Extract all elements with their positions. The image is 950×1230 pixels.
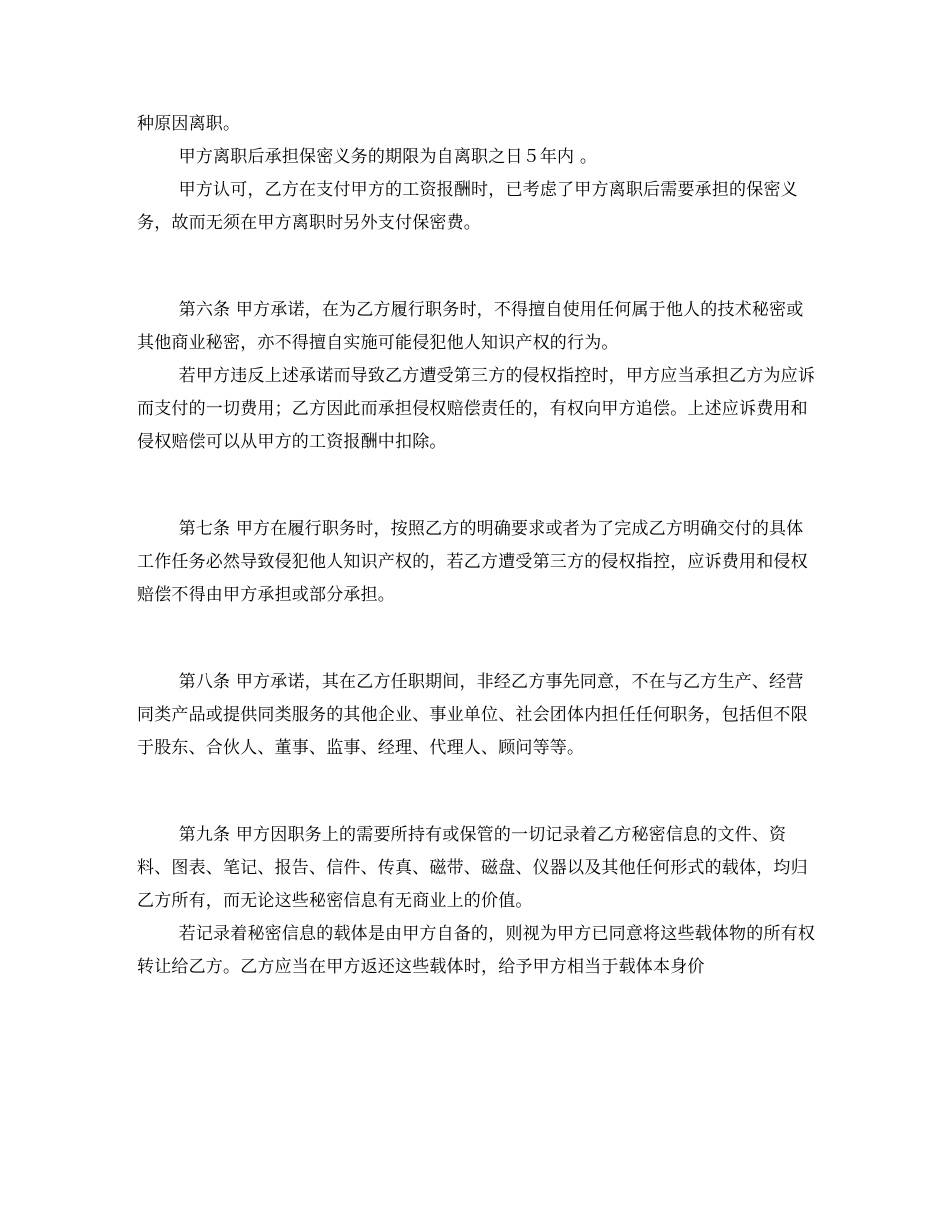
document-body — [137, 108, 817, 984]
article-6-clause: 若甲方违反上述承诺而导致乙方遭受第三方的侵权指控时，甲方应当承担乙方为应诉而支付的一切费用；乙方因此而承担侵权赔偿责任的，有权向甲方追偿。上述应诉费用和侵权赔偿可以从甲方的工资报酬中扣除。 — [137, 366, 816, 452]
section-spacer — [137, 240, 817, 294]
paragraph-confidentiality-term: 甲方离职后承担保密义务的期限为自离职之日５年内 。 — [178, 147, 598, 167]
article-6: 第六条 甲方承诺，在为乙方履行职务时，不得擅自使用任何属于他人的技术秘密或其他商业秘密，亦不得擅自实施可能侵犯他人知识产权的行为。 — [137, 300, 804, 353]
section-spacer — [137, 459, 817, 513]
article-7: 第七条 甲方在履行职务时，按照乙方的明确要求或者为了完成乙方明确交付的具体工作任务必然导致侵犯他人知识产权的，若乙方遭受第三方的侵权指控，应诉费用和侵权赔偿不得由甲方承担或部分承担。 — [137, 519, 808, 605]
section-spacer — [137, 765, 817, 819]
paragraph-continuation: 种原因离职。 — [137, 114, 241, 134]
article-8: 第八条 甲方承诺，其在乙方任职期间，非经乙方事先同意，不在与乙方生产、经营同类产品或提供同类服务的其他企业、事业单位、社会团体内担任任何职务，包括但不限于股东、合伙人、董事、监事、经理、代理人、顾问等等。 — [137, 672, 808, 758]
paragraph-confidentiality-fee: 甲方认可，乙方在支付甲方的工资报酬时，已考虑了甲方离职后需要承担的保密义务，故而无须在甲方离职时另外支付保密费。 — [137, 180, 798, 233]
section-spacer — [137, 612, 817, 666]
article-9: 第九条 甲方因职务上的需要所持有或保管的一切记录着乙方秘密信息的文件、资料、图表、笔记、报告、信件、传真、磁带、磁盘、仪器以及其他任何形式的载体，均归乙方所有，而无论这些秘密信息有无商业上的价值。 — [137, 825, 808, 911]
article-9-clause: 若记录着秘密信息的载体是由甲方自备的，则视为甲方已同意将这些载体物的所有权转让给乙方。乙方应当在甲方返还这些载体时，给予甲方相当于载体本身价 — [137, 924, 816, 977]
